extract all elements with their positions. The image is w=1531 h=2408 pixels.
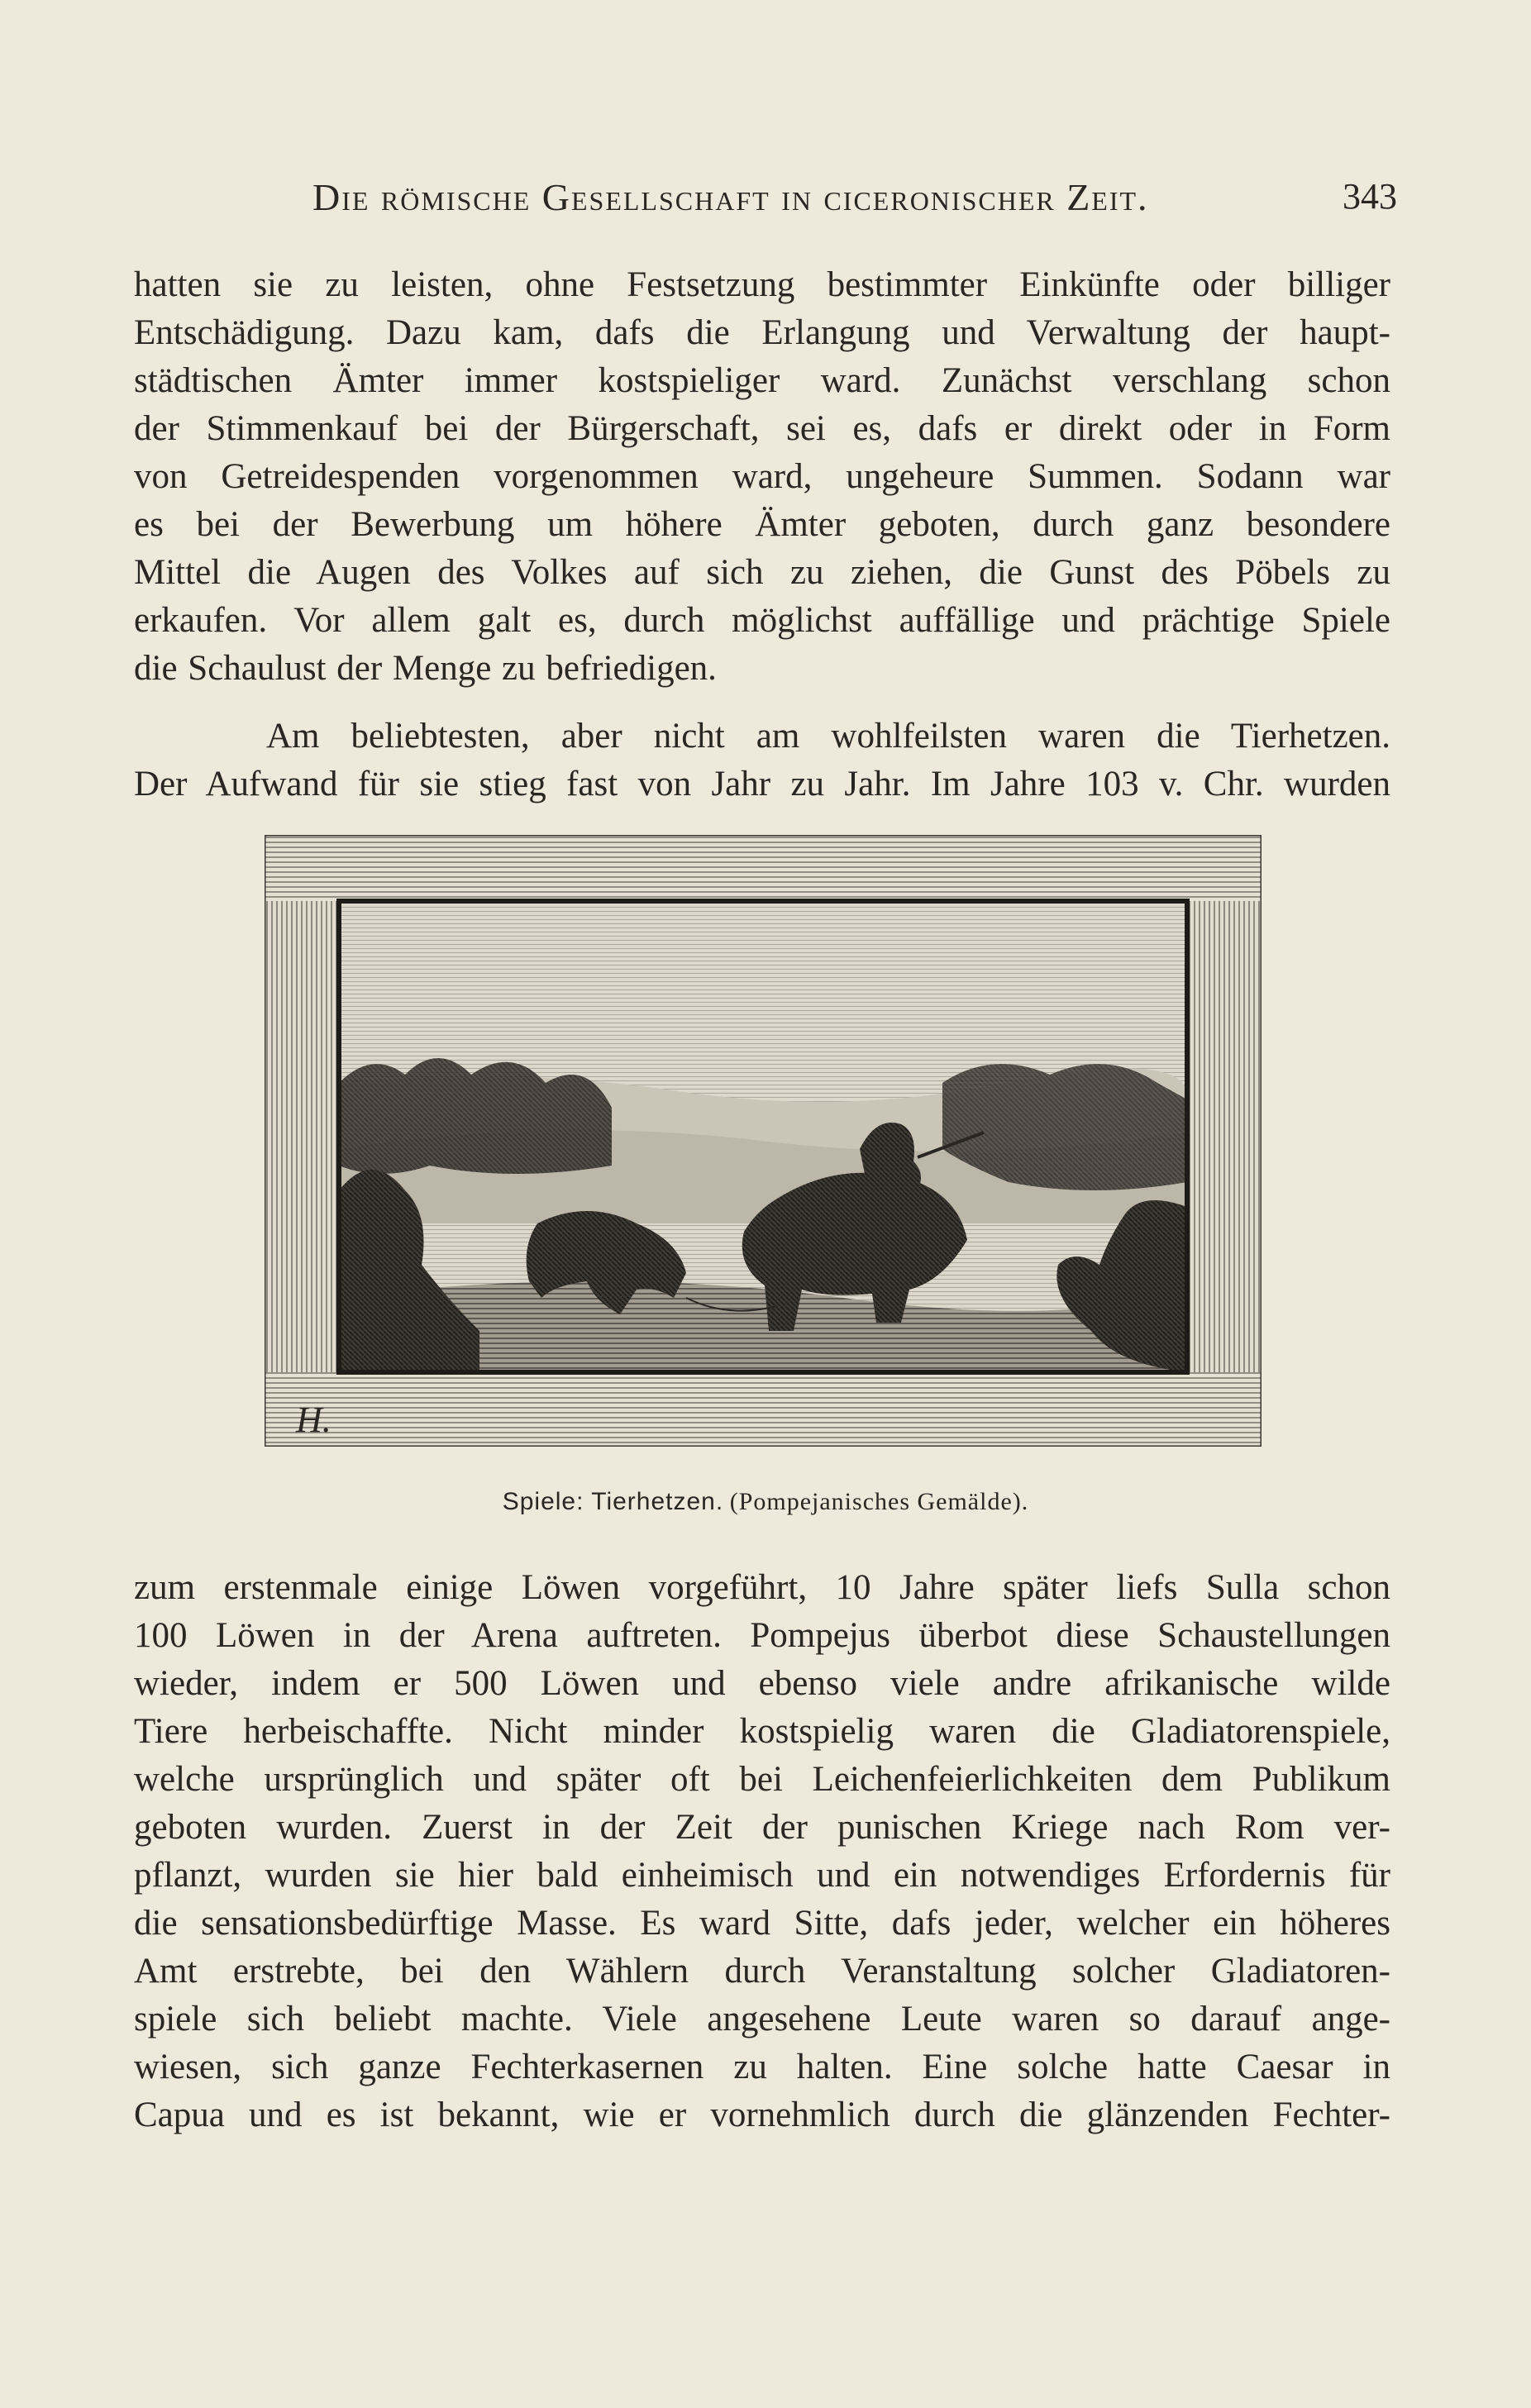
text-line: spiele sich beliebt machte. Viele angesehene Leute waren so darauf ange- <box>134 2000 1390 2038</box>
text-line: Mittel die Augen des Volkes auf sich zu ziehen, die Gunst des Pöbels zu <box>134 553 1390 592</box>
text-line: Der Aufwand für sie stieg fast von Jahr zu Jahr. Im Jahre 103 v. Chr. wurden <box>134 765 1390 803</box>
text-line: es bei der Bewerbung um höhere Ämter geboten, durch ganz besondere <box>134 505 1390 544</box>
text-line: Amt erstrebte, bei den Wählern durch Veranstaltung solcher Gladiatoren- <box>134 1952 1390 1991</box>
text-line: zum erstenmale einige Löwen vorgeführt, 10 Jahre später liefs Sulla schon <box>134 1568 1390 1607</box>
caption-label: Spiele: Tierhetzen. <box>502 1488 724 1515</box>
text-line: Entschädigung. Dazu kam, dafs die Erlangung und Verwaltung der haupt- <box>134 313 1390 352</box>
text-line: hatten sie zu leisten, ohne Festsetzung bestimmter Einkünfte oder billiger <box>134 265 1390 304</box>
text-line: die sensationsbedürftige Masse. Es ward Sitte, dafs jeder, welcher ein höheres <box>134 1904 1390 1943</box>
caption-source: (Pompejanisches Gemälde). <box>729 1488 1029 1515</box>
artist-signature: H. <box>296 1400 331 1440</box>
text-line: welche ursprünglich und später oft bei Leichenfeierlichkeiten dem Publikum <box>134 1760 1390 1799</box>
paragraph-3 <box>134 1564 1390 2139</box>
text-line: erkaufen. Vor allem galt es, durch möglichst auffällige und prächtige Spiele <box>134 601 1390 640</box>
text-line: der Stimmenkauf bei der Bürgerschaft, sei es, dafs er direkt oder in Form <box>134 409 1390 448</box>
figure-illustration <box>265 835 1262 1447</box>
running-head <box>132 175 1397 225</box>
arena-scene <box>339 901 1187 1372</box>
running-title: Die römische Gesellschaft in ciceronischer Zeit. <box>312 176 1149 218</box>
paragraph-1 <box>134 261 1390 693</box>
text-line: Capua und es ist bekannt, wie er vornehmlich durch die glänzenden Fechter- <box>134 2096 1390 2134</box>
text-line: wiesen, sich ganze Fechterkasernen zu halten. Eine solche hatte Caesar in <box>134 2048 1390 2086</box>
paragraph-2 <box>134 713 1390 808</box>
text-line: Tiere herbeischaffte. Nicht minder kostspielig waren die Gladiatorenspiele, <box>134 1712 1390 1751</box>
text-line: geboten wurden. Zuerst in der Zeit der punischen Kriege nach Rom ver- <box>134 1808 1390 1847</box>
figure-caption <box>0 1488 1531 1516</box>
text-line: von Getreidespenden vorgenommen ward, ungeheure Summen. Sodann war <box>134 457 1390 496</box>
text-line: wieder, indem er 500 Löwen und ebenso viele andre afrikanische wilde <box>134 1664 1390 1703</box>
page-number: 343 <box>1343 176 1397 217</box>
text-line: städtischen Ämter immer kostspieliger ward. Zunächst verschlang schon <box>134 361 1390 400</box>
text-line: 100 Löwen in der Arena auftreten. Pompejus überbot diese Schaustellungen <box>134 1616 1390 1655</box>
text-line: die Schaulust der Menge zu befriedigen. <box>134 649 717 688</box>
engraving-image <box>265 835 1262 1447</box>
text-line: Am beliebtesten, aber nicht am wohlfeilsten waren die Tierhetzen. <box>266 717 1390 756</box>
text-line: pflanzt, wurden sie hier bald einheimisch und ein notwendiges Erfordernis für <box>134 1856 1390 1895</box>
